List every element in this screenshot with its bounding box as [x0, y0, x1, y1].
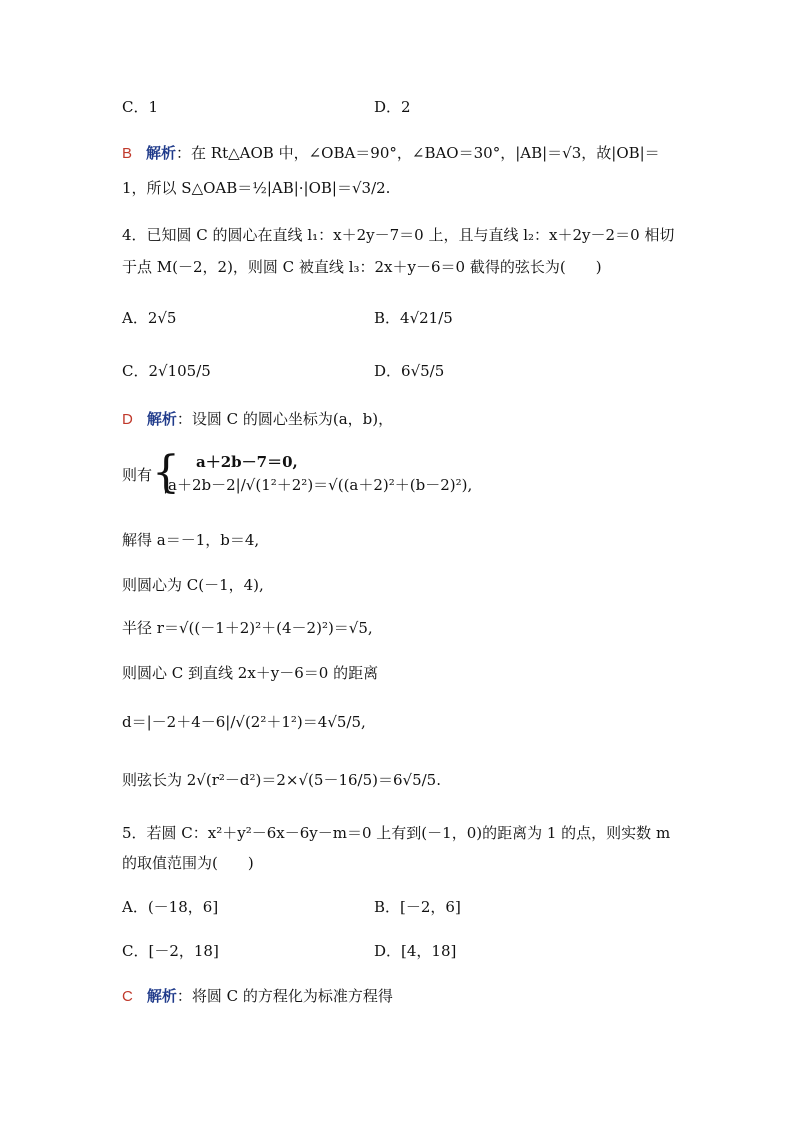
- q5-option-d: D．[4，18]: [374, 942, 457, 960]
- q4-option-b: B．4√21/5: [374, 309, 453, 327]
- q4-solution-line6: d＝|－2＋4－6|/√(2²＋1²)＝4√5/5,: [122, 713, 366, 731]
- q3-solution-line1: [122, 143, 660, 164]
- q5-solution-text1: ：将圆 C 的方程化为标准方程得: [176, 987, 393, 1005]
- q5-stem-line2: 的取值范围为( ): [122, 854, 254, 872]
- q4-system-eq1: a＋2b－7＝0,: [196, 453, 298, 471]
- q4-system-eq2: |a＋2b－2|/√(1²＋2²)＝√((a＋2)²＋(b－2)²),: [163, 476, 473, 494]
- q4-solution-line7: 则弦长为 2√(r²－d²)＝2×√(5－16/5)＝6√5/5.: [122, 771, 441, 789]
- q4-solution-line3: 则圆心为 C(－1，4),: [122, 576, 264, 594]
- q5-option-b: B．[－2，6]: [374, 898, 461, 916]
- q4-answer: D: [122, 411, 133, 428]
- q5-stem-line1: 5．若圆 C：x²＋y²－6x－6y－m＝0 上有到(－1，0)的距离为 1 的点，则实数 m: [122, 824, 671, 842]
- q4-jiexi-label: 解析: [146, 410, 177, 428]
- q3-option-c: C．1: [122, 98, 159, 116]
- q3-answer: B: [122, 145, 133, 162]
- q5-solution-line1: [122, 986, 393, 1007]
- q4-stem-line1: 4．已知圆 C 的圆心在直线 l₁：x＋2y－7＝0 上，且与直线 l₂：x＋2y－2＝0 相切: [122, 226, 675, 244]
- q4-solution-line1: [122, 409, 393, 430]
- q5-option-a: A．(－18，6]: [122, 898, 219, 916]
- q5-option-c: C．[－2，18]: [122, 942, 219, 960]
- q4-zeyou-label: 则有: [122, 466, 153, 484]
- q3-jiexi-label: 解析: [146, 144, 177, 162]
- q4-solution-line5: 则圆心 C 到直线 2x＋y－6＝0 的距离: [122, 664, 379, 682]
- q4-stem-line2: 于点 M(－2，2)，则圆 C 被直线 l₃：2x＋y－6＝0 截得的弦长为( ): [122, 258, 602, 276]
- q3-solution-line2: 1，所以 S△OAB＝½|AB|·|OB|＝√3/2.: [122, 179, 391, 197]
- q4-option-c: C．2√105/5: [122, 362, 211, 380]
- q4-solution-text1: ：设圆 C 的圆心坐标为(a，b)，: [176, 410, 394, 428]
- q5-answer: C: [122, 988, 133, 1005]
- q4-option-d: D．6√5/5: [374, 362, 445, 380]
- q4-solution-line2: 解得 a＝－1，b＝4,: [122, 531, 260, 549]
- q3-option-d: D．2: [374, 98, 411, 116]
- system-brace: {: [152, 447, 180, 498]
- q3-solution-text1: ：在 Rt△AOB 中，∠OBA＝90°，∠BAO＝30°，|AB|＝√3，故|OB|＝: [176, 144, 660, 162]
- q5-jiexi-label: 解析: [146, 987, 177, 1005]
- q4-option-a: A．2√5: [122, 309, 177, 327]
- q4-solution-line4: 半径 r＝√((－1＋2)²＋(4－2)²)＝√5,: [122, 619, 373, 637]
